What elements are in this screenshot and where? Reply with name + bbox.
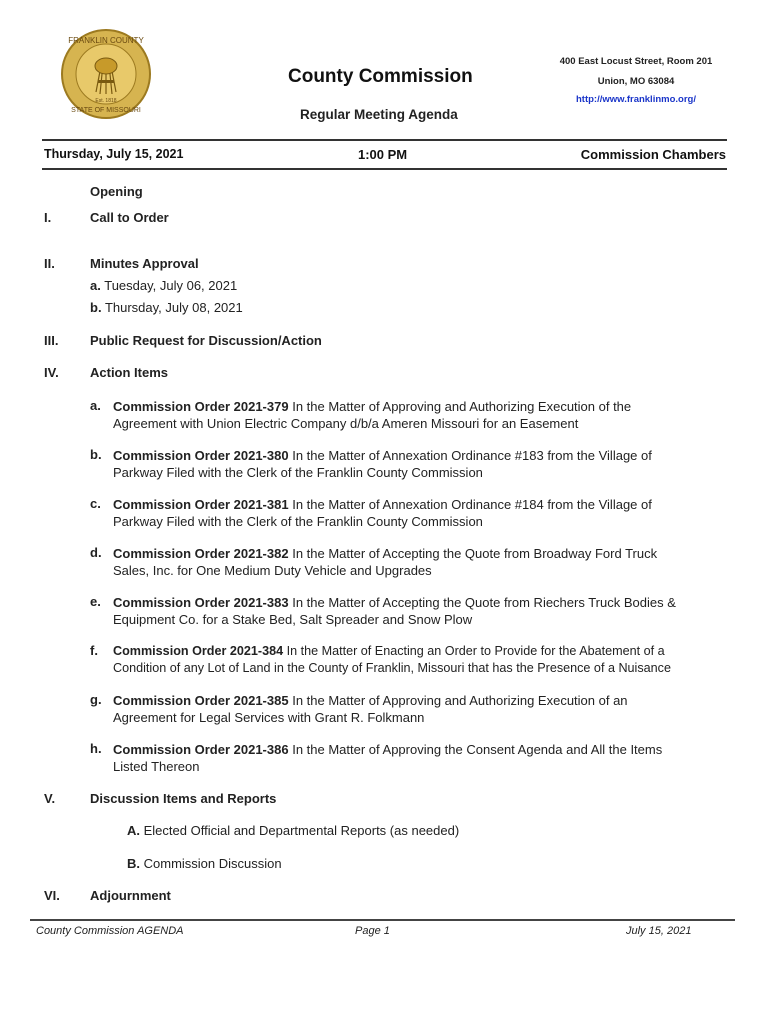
website-link[interactable]: http://www.franklinmo.org/ — [576, 94, 696, 105]
order-number: Commission Order 2021-383 — [113, 595, 289, 610]
action-item-line1: In the Matter of Approving the Consent Agenda and All the Items — [292, 742, 663, 757]
section-number: V. — [44, 791, 56, 806]
action-item-letter: b. — [90, 447, 102, 462]
action-item-line1: In the Matter of Approving and Authorizing Execution of the — [292, 399, 632, 414]
footer-page-number: Page 1 — [355, 925, 390, 937]
section-number: II. — [44, 256, 55, 271]
action-item — [113, 692, 733, 726]
order-number: Commission Order 2021-381 — [113, 497, 289, 512]
action-item — [113, 398, 733, 432]
minutes-item-label: a. — [90, 278, 101, 293]
meeting-location: Commission Chambers — [580, 147, 726, 162]
action-item-line2: Sales, Inc. for One Medium Duty Vehicle and Upgrades — [113, 563, 432, 578]
action-item-line2: Condition of any Lot of Land in the County of Franklin, Missouri that has the Presence of a Nuisance — [113, 661, 671, 675]
seal-est-text: Est. 1818 — [95, 98, 117, 104]
action-item-line2: Parkway Filed with the Clerk of the Franklin County Commission — [113, 465, 483, 480]
action-item-line1: In the Matter of Annexation Ordinance #183 from the Village of — [292, 448, 652, 463]
action-item-line1: In the Matter of Annexation Ordinance #184 from the Village of — [292, 497, 652, 512]
opening-label: Opening — [90, 184, 143, 199]
action-item-line2: Agreement with Union Electric Company d/b/a Ameren Missouri for an Easement — [113, 416, 579, 431]
action-item-line2: Listed Thereon — [113, 759, 200, 774]
address-line1: 400 East Locust Street, Room 201 — [559, 56, 713, 67]
section-title: Public Request for Discussion/Action — [90, 333, 322, 348]
section-title: Action Items — [90, 365, 169, 380]
discussion-item-text: Commission Discussion — [143, 856, 282, 871]
action-item-letter: g. — [90, 692, 102, 707]
header-rule-top — [42, 139, 727, 141]
minutes-item — [90, 300, 243, 315]
section-title: Adjournment — [90, 888, 171, 903]
order-number: Commission Order 2021-386 — [113, 742, 289, 757]
county-seal-logo — [60, 28, 152, 120]
order-number: Commission Order 2021-384 — [113, 644, 284, 658]
meeting-date: Thursday, July 15, 2021 — [44, 147, 184, 161]
action-item-letter: d. — [90, 545, 102, 560]
order-number: Commission Order 2021-379 — [113, 399, 289, 414]
action-item — [113, 545, 733, 579]
action-item-line1: In the Matter of Accepting the Quote from Broadway Ford Truck — [292, 546, 658, 561]
action-item-line2: Agreement for Legal Services with Grant R. Folkmann — [113, 710, 425, 725]
section-number: VI. — [44, 888, 60, 903]
footer-date: July 15, 2021 — [626, 925, 692, 937]
action-item — [113, 594, 733, 628]
minutes-item-label: b. — [90, 300, 102, 315]
order-number: Commission Order 2021-380 — [113, 448, 289, 463]
section-title: Call to Order — [90, 210, 169, 225]
minutes-item-text: Tuesday, July 06, 2021 — [104, 278, 238, 293]
section-title: Discussion Items and Reports — [90, 791, 277, 806]
footer-doc-name: County Commission AGENDA — [36, 925, 184, 937]
action-item-letter: c. — [90, 496, 101, 511]
seal-bottom-text: STATE OF MISSOURI — [71, 107, 141, 114]
action-item — [113, 741, 733, 775]
discussion-item — [127, 823, 459, 838]
action-item — [113, 447, 733, 481]
action-item — [113, 643, 733, 677]
action-item-letter: a. — [90, 398, 101, 413]
discussion-item-label: B. — [127, 856, 140, 871]
action-item-letter: h. — [90, 741, 102, 756]
footer-rule — [30, 919, 735, 921]
action-item-line1: In the Matter of Enacting an Order to Provide for the Abatement of a — [286, 644, 665, 658]
action-item — [113, 496, 733, 530]
discussion-item-label: A. — [127, 823, 140, 838]
action-item-line1: In the Matter of Accepting the Quote from Riechers Truck Bodies & — [292, 595, 676, 610]
section-title: Minutes Approval — [90, 256, 199, 271]
action-item-letter: f. — [90, 643, 98, 658]
order-number: Commission Order 2021-382 — [113, 546, 289, 561]
action-item-letter: e. — [90, 594, 101, 609]
action-item-line2: Equipment Co. for a Stake Bed, Salt Spreader and Snow Plow — [113, 612, 473, 627]
action-item-line1: In the Matter of Approving and Authorizing Execution of an — [292, 693, 628, 708]
section-number: I. — [44, 210, 52, 225]
minutes-item-text: Thursday, July 08, 2021 — [104, 300, 243, 315]
order-number: Commission Order 2021-385 — [113, 693, 289, 708]
meeting-time: 1:00 PM — [358, 147, 408, 162]
page-title: County Commission — [288, 66, 473, 87]
page-subtitle: Regular Meeting Agenda — [300, 107, 458, 122]
address-line2: Union, MO 63084 — [597, 76, 675, 87]
header-rule-bottom — [42, 168, 727, 170]
section-number: IV. — [44, 365, 59, 380]
minutes-item — [90, 278, 237, 293]
action-item-line2: Parkway Filed with the Clerk of the Franklin County Commission — [113, 514, 483, 529]
section-number: III. — [44, 333, 59, 348]
seal-top-text: FRANKLIN COUNTY — [68, 36, 144, 45]
discussion-item-text: Elected Official and Departmental Reports (as needed) — [143, 823, 460, 838]
discussion-item — [127, 856, 282, 871]
